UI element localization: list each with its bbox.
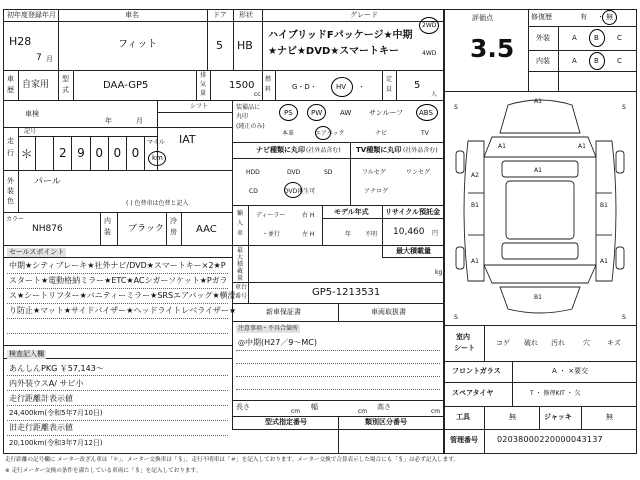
spare-tire-label: スペアタイヤ xyxy=(452,389,494,397)
model-type-label-2: 式 xyxy=(62,86,69,94)
shift-value: IAT xyxy=(179,133,196,146)
tool-value: 無 xyxy=(509,413,516,421)
damage-mark: B1 xyxy=(600,202,608,209)
interior-label-2: 装 xyxy=(104,228,111,236)
navi-dvd: DVD xyxy=(287,169,301,176)
equip-sunroof: サンルーフ xyxy=(369,109,404,117)
navi-title: ナビ種類に丸印 xyxy=(256,146,305,154)
ac-value: AAC xyxy=(196,224,217,235)
ac-label-2: 房 xyxy=(170,228,177,236)
fuel-hv: HV xyxy=(336,83,347,91)
max-load-unit: kg xyxy=(435,269,443,276)
drive-2wd: 2WD xyxy=(422,22,437,29)
reg-history-label-1: 車 xyxy=(7,75,14,83)
seat-label-2: シート xyxy=(454,344,475,352)
model-year-label: モデル年式 xyxy=(334,208,369,216)
interior-b: B xyxy=(594,57,599,65)
sales-line-2: スタート★電動格納ミラー★ETC★ACシガーソケット★Pガラ xyxy=(9,276,228,285)
chassis-label-2: 番号 xyxy=(235,293,248,300)
navi-sd: SD xyxy=(324,169,333,176)
tv-analog: アナログ xyxy=(364,188,389,195)
navi-hdd: HDD xyxy=(246,169,260,176)
color-label-2: 装 xyxy=(7,187,14,195)
side-mark: S xyxy=(622,104,626,111)
score-label: 評価点 xyxy=(472,14,493,22)
equip-airbag: エアバック xyxy=(315,130,345,137)
color-note: ( ) 色替車は色替と記入 xyxy=(126,200,189,207)
inspector-line-2: 内外装ウスA/ サビ小 xyxy=(9,379,84,388)
disp-label-2: 気 xyxy=(200,81,207,88)
import-left: 左 H xyxy=(302,231,315,238)
equip-pw: PW xyxy=(311,109,323,117)
mileage-label-2: 行 xyxy=(7,149,14,157)
tool-label: 工具 xyxy=(456,413,470,421)
reg-era: H28 xyxy=(9,35,32,48)
drive-4wd: 4WD xyxy=(422,50,437,57)
height-unit: cm xyxy=(431,408,441,415)
import-label-3: 車 xyxy=(237,230,244,237)
seat-scratch: キズ xyxy=(607,339,621,347)
color-label-3: 色 xyxy=(7,197,14,205)
equip-navi: ナビ xyxy=(375,130,388,137)
color-code: NH876 xyxy=(32,224,63,234)
equip-tv: TV xyxy=(421,130,429,137)
mileage-unit-km: km xyxy=(152,154,163,162)
interior-a: A xyxy=(572,57,577,65)
sales-label: セールスポイント xyxy=(9,248,65,256)
recycle-unit: 円 xyxy=(432,230,439,237)
capacity-value: 5 xyxy=(414,80,421,91)
footer-note-2: ※ 走行メーター交換の条件を満たしている車両に「＄」を記入しております。 xyxy=(5,468,202,474)
repair-no: 無 xyxy=(606,13,613,21)
inspector-line-3: 走行距離計表示値 xyxy=(9,394,73,403)
import-parallel: ・並行 xyxy=(262,231,281,238)
owner-manual: 車両取扱書 xyxy=(371,308,406,316)
car-name: フィット xyxy=(118,39,158,50)
length-unit: cm xyxy=(291,408,301,415)
displacement-value: 1500 xyxy=(229,80,255,91)
attention-text: ◎中期(H27／9～MC) xyxy=(238,338,317,347)
inspector-line-1: あんしんPKG ￥57,143～ xyxy=(9,364,104,373)
mileage-digit-cell: 0 xyxy=(127,136,145,170)
grade-label: グレード xyxy=(350,11,378,19)
equip-ps: PS xyxy=(284,109,293,117)
mileage-unit-mile: マイル xyxy=(147,139,165,146)
load-label-3: 積 xyxy=(237,261,244,268)
navi-title-small: (社外品含む) xyxy=(306,147,341,154)
class-number-label: 類別区分番号 xyxy=(365,418,407,426)
color-code-label: カラー xyxy=(6,216,25,223)
length-label: 長さ xyxy=(236,403,250,411)
new-car-warranty: 新車保証書 xyxy=(266,308,301,316)
equipment-label: 装備品に xyxy=(236,104,261,111)
ac-label-1: 冷 xyxy=(170,217,177,225)
fuel-label-2: 料 xyxy=(265,86,272,93)
inspector-line-5: 旧走行距離表示値 xyxy=(9,423,73,432)
disp-label-3: 量 xyxy=(200,90,207,97)
damage-mark: A1 xyxy=(471,258,479,265)
seat-burn: コゲ xyxy=(496,339,510,347)
mileage-digit-cell: 0 xyxy=(91,136,109,170)
load-label-2: 大 xyxy=(237,254,244,261)
chassis-label-1: 車台 xyxy=(235,284,248,291)
exterior-a: A xyxy=(572,34,577,42)
damage-mark: A1 xyxy=(578,143,586,150)
shift-label: シフト xyxy=(190,103,209,110)
inspector-line-4: 24,400km(令和5年7月10日) xyxy=(9,409,103,417)
import-label-2: 入 xyxy=(237,220,244,227)
damage-mark: B1 xyxy=(534,294,542,301)
equip-aw: AW xyxy=(340,109,352,117)
navi-cd: CD xyxy=(249,188,258,195)
fuel-options: G・D・ xyxy=(292,83,317,91)
car-name-label: 車名 xyxy=(125,11,139,19)
seat-label-1: 室内 xyxy=(456,333,470,341)
damage-mark: A2 xyxy=(471,172,479,179)
seat-tear: 破れ xyxy=(524,339,538,347)
model-type-value: DAA-GP5 xyxy=(103,80,149,91)
seat-hole: 穴 xyxy=(583,339,590,347)
reg-month: 7 xyxy=(36,53,42,63)
capacity-label-2: 員 xyxy=(386,86,393,93)
damage-mark: B1 xyxy=(471,202,479,209)
seat-stain: 汚れ xyxy=(551,339,565,347)
sales-line-4: り防止★マット★サイドバイザー★ヘッドライトレベライザー★ xyxy=(9,306,237,315)
recycle-value: 10,460 xyxy=(393,227,425,237)
interior-rating-label: 内装 xyxy=(536,57,550,65)
recycle-label: リサイクル預託金 xyxy=(385,208,441,216)
repair-dot: ・ xyxy=(597,13,604,21)
mileage-digits xyxy=(18,136,145,170)
footer-note-1: 走行距離の記号欄に メーター改ざん車は「＊」、メーター交換車は「＄」、走行不明車は「＃」を記入しております。メーター交換で合算表示した場合にも「＄」は必ず記入します。 xyxy=(5,457,459,463)
tv-title: TV種類に丸印 xyxy=(356,146,402,154)
exterior-b: B xyxy=(594,34,599,42)
score-value: 3.5 xyxy=(470,34,515,63)
width-label: 幅 xyxy=(311,403,318,411)
tv-oneseg: ワンセグ xyxy=(406,169,431,176)
reg-history-value: 自家用 xyxy=(22,80,50,90)
door-label: ドア xyxy=(213,11,227,19)
car-damage-diagram xyxy=(446,93,635,323)
damage-mark: A1 xyxy=(534,167,542,174)
repair-label: 修復歴 xyxy=(531,13,552,21)
capacity-label-1: 定 xyxy=(386,76,393,83)
side-mark: S xyxy=(454,104,458,111)
windshield-label: フロントガラス xyxy=(452,367,501,375)
chassis-number: GP5-1213531 xyxy=(312,287,381,298)
fuel-tail: ・ xyxy=(358,83,365,91)
load-label-4: 載 xyxy=(237,268,244,275)
color-value: パール xyxy=(34,177,61,187)
sales-line-3: ス★シートリフター★バニティーミラー★SRSエアバッグ★横滑 xyxy=(9,291,236,300)
inspection-label: 車検 xyxy=(25,110,39,118)
interior-c: C xyxy=(617,57,622,65)
repair-yes: 有 xyxy=(580,13,587,21)
mgmt-number: 02038000220000043137 xyxy=(497,435,603,444)
reg-month-unit: 月 xyxy=(46,55,53,63)
sales-line-1: 中期★シティブレーキ★社外ナビ/DVD★スマートキー×2★P xyxy=(9,261,226,270)
mileage-digit-cell: 2 xyxy=(54,136,72,170)
model-year-unknown: 不明 xyxy=(365,231,378,238)
damage-mark: A1 xyxy=(498,143,506,150)
reg-year-label: 初年度登録年月 xyxy=(7,11,56,19)
model-type-label-1: 型 xyxy=(62,75,69,83)
spare-tire-value: T ・ 修理KIT ・ 欠 xyxy=(530,390,581,397)
import-right: 右 H xyxy=(302,212,315,219)
side-mark: S xyxy=(454,314,458,321)
model-year-unit: 年 xyxy=(345,231,352,238)
jack-label: ジャッキ xyxy=(544,413,572,421)
mileage-digit-cell: ＊ xyxy=(18,136,36,170)
max-load-label: 最大積載量 xyxy=(396,247,431,255)
exterior-c: C xyxy=(617,34,622,42)
equip-abs: ABS xyxy=(419,109,433,117)
interior-label-1: 内 xyxy=(104,217,111,225)
equip-leather: 本革 xyxy=(282,130,295,137)
load-label-5: 量 xyxy=(237,275,244,282)
width-unit: cm xyxy=(358,408,368,415)
mileage-symbol-label: 記号 xyxy=(24,128,37,135)
jack-value: 無 xyxy=(606,413,613,421)
displacement-unit: cc xyxy=(254,91,261,98)
inspector-line-6: 20,100km(令和3年7月12日) xyxy=(9,439,103,447)
equipment-label-3: (純正のみ) xyxy=(236,123,265,130)
inspector-label: 検査記入欄 xyxy=(9,350,44,358)
reg-history-label-2: 歴 xyxy=(7,86,14,94)
inspection-month: 月 xyxy=(136,117,143,125)
damage-mark: A1 xyxy=(600,258,608,265)
attention-label: 注意事項・不具合箇所 xyxy=(238,325,299,332)
shape-label: 形状 xyxy=(239,11,253,19)
mileage-digit-cell: 9 xyxy=(72,136,90,170)
tv-title-small: (社外品含む) xyxy=(403,147,438,154)
door-count: 5 xyxy=(216,39,223,52)
color-label-1: 外 xyxy=(7,177,14,185)
height-label: 高さ xyxy=(377,403,391,411)
damage-mark: A1 xyxy=(534,98,542,105)
grade-line-1: ハイブリッドFパッケージ★中期 xyxy=(268,30,413,41)
navi-dvd-play: DVD再生可 xyxy=(284,188,316,195)
windshield-value: A ・ ×要交 xyxy=(552,367,589,375)
tv-fullseg: フルセグ xyxy=(362,169,386,176)
capacity-unit: 人 xyxy=(431,91,438,98)
equipment-label-2: 丸印 xyxy=(236,113,249,120)
disp-label-1: 排 xyxy=(200,72,207,79)
mileage-digit-cell: 0 xyxy=(109,136,127,170)
type-number-label: 型式指定番号 xyxy=(265,418,307,426)
exterior-label: 外装 xyxy=(536,34,550,42)
fuel-label-1: 燃 xyxy=(265,76,272,83)
mileage-digit-cell xyxy=(36,136,54,170)
import-label-1: 輸 xyxy=(237,210,244,217)
import-dealer: ディーラー xyxy=(256,212,286,219)
body-shape: HB xyxy=(237,39,253,52)
grade-line-2: ★ナビ★DVD★スマートキー xyxy=(268,46,400,57)
mileage-label-1: 走 xyxy=(7,137,14,145)
load-label-1: 最 xyxy=(237,247,244,254)
mgmt-number-label: 管理番号 xyxy=(450,436,478,444)
side-mark: S xyxy=(622,314,626,321)
inspection-year: 年 xyxy=(105,117,112,125)
interior-color: ブラック xyxy=(128,224,164,234)
